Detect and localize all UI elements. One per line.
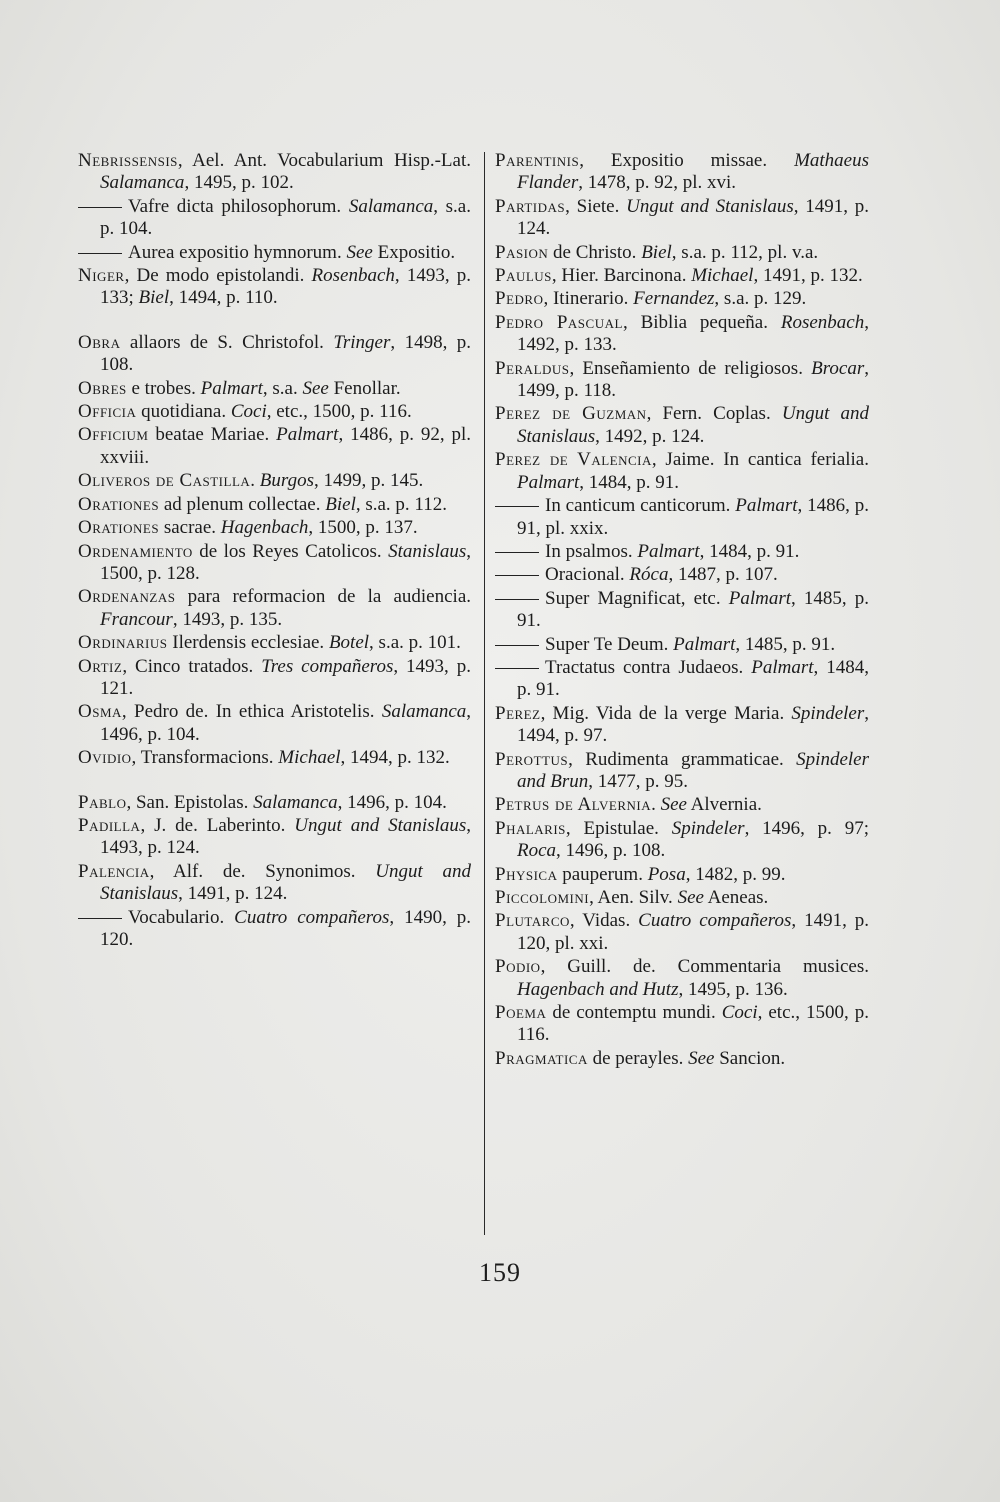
index-entry [78,792,471,814]
index-entry [495,150,869,195]
entry-tail: , 1499, p. 145. [313,470,424,492]
entry-head: Plutarco [495,910,570,932]
entry-pub: Hagenbach [220,517,309,539]
entry-head: Podio [495,956,541,978]
entry-tail2: Fenollar. [328,377,401,399]
entry-pub: Coci [721,1002,758,1024]
entry-pub: See [660,794,687,816]
entry-pub: Michael [278,747,341,769]
index-entry [78,861,471,906]
entry-pub: Róca [629,564,669,586]
index-entry [78,401,471,423]
index-entry [495,956,869,1001]
entry-rest: , Alf. de. Synonimos. [149,860,376,882]
index-entry [78,517,471,539]
entry-rest: , De modo epistolandi. [124,265,312,287]
column-rule [484,152,485,1235]
entry-pub: Cuatro compañeros [638,910,792,932]
index-entry [495,358,869,403]
entry-rest: ad plenum collectae. [159,493,326,515]
entry-pub: Tringer [333,331,391,353]
entry-tail: , 1492, p. 124. [595,425,705,447]
entry-tail: , 1490, p. 120. [100,906,471,950]
index-entry [78,494,471,516]
entry-rest: de los Reyes Catolicos. [192,540,389,562]
entry-pub: Rosenbach [780,311,865,333]
entry-head: Ordenanzas [78,586,176,608]
entry-head: Perez [495,702,541,724]
entry-rest: , Expositio missae. [579,150,795,171]
entry-tail: , 1496, p. 104. [100,701,471,745]
ditto-dash [495,599,539,600]
entry-head: Oliveros de Castilla [78,470,251,492]
entry-head: Ovidio [78,747,132,769]
entry-pub: Brocar [811,357,865,379]
entry-tail: , 1484, p. 91. [699,540,800,562]
entry-pub: Ungut and Stanislaus [294,814,467,836]
entry-rest: de Christo. [548,241,642,263]
entry-pub: Palmart [637,540,700,562]
entry-rest: , Itinerario. [543,288,634,310]
entry-pub: Salamanca [253,791,338,813]
entry-pub: Palmart [751,656,814,678]
entry-tail: , 1494, p. 97. [517,702,869,747]
entry-head: Obra [78,331,121,353]
index-entry [495,449,869,494]
entry-pub: See [688,1047,715,1069]
entry-rest: , Cinco tratados. [122,655,262,677]
entry-rest: quotidiana. [136,401,231,423]
entry-rest: , Ael. Ant. Vocabularium Hisp.-Lat. [177,150,471,171]
entry-tail: , 1486, p. 91, pl. xxix. [517,495,869,539]
ditto-dash [495,575,539,576]
entry-head: Ordenamiento [78,540,193,562]
entry-rest: Aurea expositio hymnorum. [128,241,347,263]
entry-tail: , 1492, p. 133. [517,311,869,356]
index-entry [78,470,471,492]
entry-tail: , 1491, p. 124. [178,883,288,905]
index-entry [495,818,869,863]
entry-pub: See [677,887,704,908]
entry-tail: , 1495, p. 102. [184,172,294,194]
entry-pub: Palmart [517,471,580,493]
ditto-dash [495,668,539,669]
entry-rest: Tractatus contra Judaeos. [545,656,752,678]
index-entry [495,588,869,633]
entry-rest: , J. de. Laberinto. [140,814,295,836]
entry-rest: , Transformacions. [131,747,279,769]
entry-tail: , s.a. [262,377,303,399]
entry-head: Padilla [78,814,141,836]
entry-head: Pablo [78,791,127,813]
index-entry [495,564,869,586]
entry-head: Paulus [495,265,552,287]
entry-tail: , 1482, p. 99. [685,863,786,885]
entry-head: Pasion [495,241,549,263]
entry-pub: Spindeler [791,702,865,724]
entry-tail: , 1487, p. 107. [668,564,778,586]
entry-rest: Super Te Deum. [545,633,674,655]
entry-head: Pedro Pascual [495,311,623,333]
entry-rest: . [651,794,661,816]
entry-head: Perottus [495,748,569,770]
entry-pub: Botel [328,632,370,654]
entry-rest: e trobes. [126,377,201,399]
entry-pub2: See [302,377,329,399]
entry-rest: de perayles. [587,1047,689,1069]
entry-tail: , 1495, p. 136. [678,978,788,1000]
entry-tail: , 1477, p. 95. [588,770,688,792]
entry-tail: , etc., 1500, p. 116. [517,1002,869,1046]
entry-rest: pauperum. [557,863,648,885]
entry-rest: , Aen. Silv. [589,887,678,908]
index-entry [495,242,869,264]
entry-head: Perez de Valencia [495,449,652,471]
entry-pub: Cuatro compañeros [234,906,390,928]
index-entry [78,378,471,400]
entry-tail: , s.a. p. 129. [714,288,807,310]
entry-rest: , Fern. Coplas. [646,403,782,425]
index-entry [78,907,471,952]
entry-rest: beatae Mariae. [148,424,277,446]
entry-tail: , 1491, p. 132. [753,265,863,287]
entry-tail: , 1493, p. 124. [100,814,471,859]
ditto-dash [495,506,539,507]
entry-pub: Palmart [673,633,736,655]
entry-pub: Burgos [259,470,314,492]
left-column [78,150,471,952]
ditto-dash [78,918,122,919]
entry-tail: , 1498, p. 108. [100,331,471,376]
entry-tail: Aeneas. [703,887,769,908]
entry-tail: , 1484, p. 91. [517,656,869,701]
index-entry [78,265,471,310]
entry-rest: , Epistulae. [565,817,672,839]
index-entry [495,910,869,955]
entry-tail: , 1496, p. 104. [337,791,447,813]
index-entry [495,312,869,357]
entry-tail: , 1499, p. 118. [517,357,869,402]
entry-pub: Hagenbach and Hutz [517,978,679,1000]
entry-tail: , s.a. p. 112. [355,493,447,515]
entry-tail: Sancion. [714,1047,786,1069]
entry-pub: See [346,241,373,263]
entry-head: Phalaris [495,817,566,839]
entry-rest: In canticum canticorum. [545,495,736,517]
entry-pub: Ungut and Stanislaus [100,860,472,905]
entry-tail: , 1493, p. 121. [100,655,471,699]
entry-tail: , 1493, p. 133; [100,265,472,309]
entry-rest: , Guill. de. Commentaria musices. [540,956,869,978]
entry-pub: Spindeler and Brun [517,748,869,792]
entry-head: Physica [495,863,558,885]
entry-head: Obres [78,377,127,399]
entry-pub: Ungut and Stanislaus [626,195,794,217]
entry-rest: , Vidas. [569,910,639,932]
entry-pub: Salamanca [100,172,185,194]
entry-pub: Palmart [735,495,798,517]
page-number: 159 [479,1258,521,1287]
index-entry [78,586,471,631]
index-entry [495,1048,869,1070]
entry-tail: , 1486, p. 92, pl. xxviii. [100,424,471,468]
entry-rest: Vafre dicta philosophorum. [128,195,349,217]
index-entry [495,196,869,241]
index-entry [78,424,471,469]
entry-tail2: , 1494, p. 110. [169,287,278,309]
entry-pub: Fernandez [633,288,715,310]
entry-rest: , Enseñamiento de religiosos. [569,357,812,379]
index-entry [495,1002,869,1047]
entry-pub: Palmart [200,377,263,399]
entry-rest: , Hier. Barcinona. [551,265,692,287]
entry-head: Poema [495,1002,547,1024]
index-entry [495,864,869,886]
entry-rest: allaors de S. Christofol. [120,331,334,353]
entry-pub2: Roca [517,840,557,862]
entry-pub: Ungut and Stanislaus [517,403,870,447]
index-entry [495,887,869,909]
index-entry [78,541,471,586]
entry-tail: , 1496, p. 97; [744,817,870,839]
ditto-dash [495,552,539,553]
entry-pub: Spindeler [671,817,745,839]
entry-head: Ortiz [78,655,123,677]
entry-rest: , Siete. [565,195,627,217]
entry-rest: , Mig. Vida de la verge Maria. [540,702,792,724]
entry-rest: Oracional. [545,564,630,586]
index-entry [495,288,869,310]
index-entry [78,656,471,701]
entry-head: Partidas [495,195,566,217]
entry-tail: Alvernia. [686,794,762,816]
entry-rest: In psalmos. [545,540,638,562]
right-column [495,150,869,1071]
entry-head: Palencia [78,860,150,882]
entry-pub: Stanislaus [388,540,467,562]
entry-tail: , 1484, p. 91. [579,471,680,493]
index-entry [78,701,471,746]
entry-tail: , s.a. p. 104. [100,195,471,240]
entry-tail: , 1500, p. 137. [308,517,418,539]
entry-rest: , Jaime. In cantica ferialia. [651,449,869,471]
ditto-dash [78,253,122,254]
entry-rest: de contemptu mundi. [546,1002,722,1024]
index-entry [78,332,471,377]
entry-tail: , 1478, p. 92, pl. xvi. [578,172,737,194]
entry-head: Officia [78,401,137,423]
entry-rest: Vocabulario. [128,906,235,928]
entry-pub: Palmart [276,424,339,446]
entry-head: Niger [78,265,125,287]
entry-head: Pedro [495,288,544,310]
entry-rest: para reformacion de la audiencia. [175,586,471,608]
entry-pub: Michael [691,265,754,287]
entry-rest: Ilerdensis ecclesiae. [167,632,329,654]
entry-rest: sacrae. [159,517,221,539]
entry-head: Petrus de Alvernia [495,794,652,816]
entry-head: Nebrissensis [78,150,178,171]
entry-head: Perez de Guzman [495,403,647,425]
index-entry [78,632,471,654]
entry-tail: , 1485, p. 91. [517,587,869,632]
index-entry [78,815,471,860]
index-entry [495,703,869,748]
entry-rest: , Pedro de. In ethica Aristotelis. [121,701,382,723]
index-entry [495,403,869,448]
entry-rest: , Biblia pequeña. [622,311,781,333]
entry-pub: Palmart [728,587,791,609]
entry-tail: , etc., 1500, p. 116. [266,401,412,423]
entry-tail: Expositio. [372,241,456,263]
entry-head: Officium [78,424,149,446]
ditto-dash [78,207,122,208]
entry-pub: Rosenbach [311,265,395,287]
index-entry [78,747,471,769]
entry-pub: Biel [641,241,672,263]
entry-pub: Posa [647,863,686,885]
index-entry [495,495,869,540]
entry-pub: Mathaeus Flander [517,150,869,194]
entry-head: Pragmatica [495,1047,588,1069]
entry-head: Peraldus [495,357,570,379]
entry-rest: , San. Epistolas. [126,791,254,813]
index-entry [78,242,471,264]
entry-pub: Francour [100,608,173,630]
entry-tail: , 1500, p. 128. [100,540,471,584]
entry-tail: , 1493, p. 135. [172,608,283,630]
entry-pub: Salamanca [348,195,434,217]
entry-tail: , 1485, p. 91. [735,633,836,655]
entry-head: Orationes [78,517,160,539]
entry-head: Osma [78,701,122,723]
index-entry [495,265,869,287]
entry-tail: , s.a. p. 112, pl. v.a. [671,241,819,263]
entry-pub: Coci [230,401,267,423]
index-entry [495,657,869,702]
entry-rest: Super Magnificat, etc. [545,587,729,609]
index-entry [495,541,869,563]
entry-tail: , 1491, p. 124. [517,195,869,240]
entry-tail2: , 1496, p. 108. [556,840,666,862]
entry-head: Orationes [78,493,160,515]
entry-head: Piccolomini [495,887,590,908]
entry-rest: , Rudimenta grammaticae. [568,748,797,770]
entry-tail: , 1494, p. 132. [340,747,450,769]
entry-head: Ordinarius [78,632,168,654]
ditto-dash [495,645,539,646]
entry-pub: Salamanca [381,701,467,723]
index-entry [78,150,471,195]
entry-rest: . [250,470,260,492]
index-entry [495,634,869,656]
entry-pub2: Biel [138,287,170,309]
index-entry [495,749,869,794]
entry-pub: Tres compañeros [261,655,394,677]
entry-tail: , 1491, p. 120, pl. xxi. [517,910,870,954]
index-entry [495,794,869,816]
entry-head: Parentinis [495,150,580,171]
index-entry [78,196,471,241]
entry-tail: , s.a. p. 101. [369,632,461,654]
entry-pub: Biel [325,493,356,515]
